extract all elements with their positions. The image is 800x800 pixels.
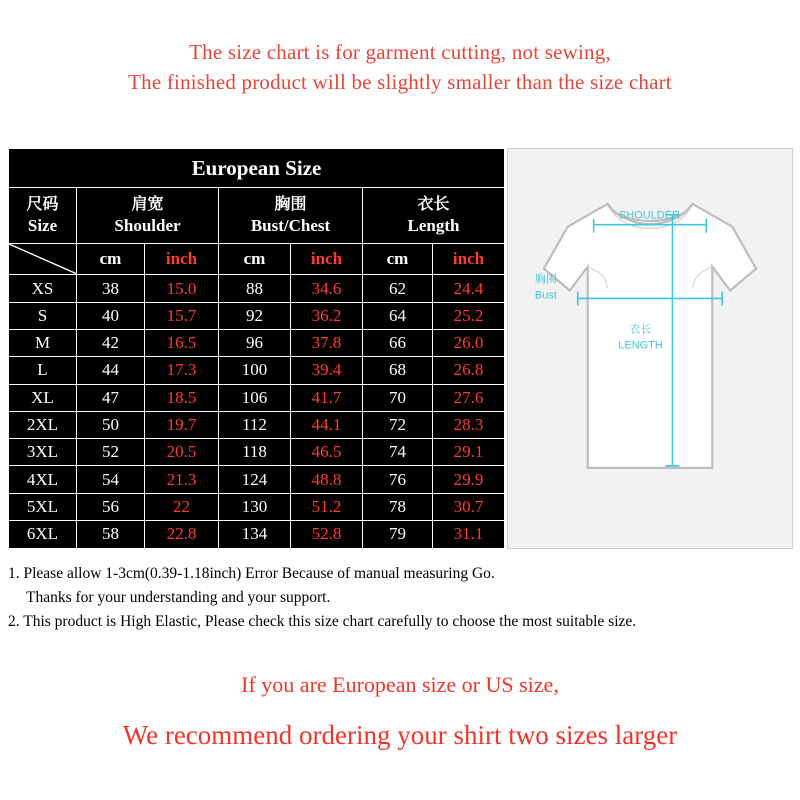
header-shoulder-cn: 肩宽 xyxy=(131,196,164,214)
cell-bust-inch: 44.1 xyxy=(291,411,363,438)
cell-shoulder-inch: 21.3 xyxy=(145,466,219,493)
diagonal-line-icon xyxy=(9,244,76,274)
cell-bust-inch: 41.7 xyxy=(291,384,363,411)
cell-length-cm: 74 xyxy=(363,439,433,466)
unit-bust-inch: inch xyxy=(291,244,363,275)
cell-length-inch: 26.0 xyxy=(433,330,505,357)
cell-length-cm: 68 xyxy=(363,357,433,384)
cell-length-cm: 62 xyxy=(363,275,433,302)
table-unit-row xyxy=(9,244,505,275)
notes-section xyxy=(8,562,794,634)
header-size xyxy=(9,188,77,244)
cell-shoulder-cm: 40 xyxy=(77,302,145,329)
label-bust-cn: 胸围 xyxy=(534,272,557,286)
cell-bust-cm: 118 xyxy=(219,439,291,466)
cell-shoulder-inch: 17.3 xyxy=(145,357,219,384)
cell-shoulder-inch: 20.5 xyxy=(145,439,219,466)
table-row xyxy=(9,275,505,302)
cell-bust-inch: 46.5 xyxy=(291,439,363,466)
table-row xyxy=(9,466,505,493)
cell-length-inch: 29.9 xyxy=(433,466,505,493)
cell-shoulder-cm: 44 xyxy=(77,357,145,384)
chart-area xyxy=(8,148,793,549)
cell-bust-inch: 37.8 xyxy=(291,330,363,357)
header-bust-cn: 胸围 xyxy=(274,196,307,214)
cell-shoulder-cm: 50 xyxy=(77,411,145,438)
headline-line-1: The size chart is for garment cutting, not sewing, xyxy=(189,40,611,64)
label-length-cn: 衣长 xyxy=(629,322,652,336)
cell-shoulder-inch: 22.8 xyxy=(145,521,219,548)
cell-size: M xyxy=(9,330,77,357)
table-title: European Size xyxy=(9,149,505,188)
cell-size: 3XL xyxy=(9,439,77,466)
unit-bust-cm: cm xyxy=(219,244,291,275)
cell-bust-cm: 124 xyxy=(219,466,291,493)
cell-shoulder-cm: 42 xyxy=(77,330,145,357)
cell-bust-inch: 39.4 xyxy=(291,357,363,384)
table-row xyxy=(9,302,505,329)
headline xyxy=(0,0,800,98)
cell-shoulder-cm: 54 xyxy=(77,466,145,493)
cell-length-cm: 76 xyxy=(363,466,433,493)
cell-bust-cm: 112 xyxy=(219,411,291,438)
table-row xyxy=(9,411,505,438)
cell-length-cm: 64 xyxy=(363,302,433,329)
cell-bust-inch: 52.8 xyxy=(291,521,363,548)
unit-length-cm: cm xyxy=(363,244,433,275)
table-row xyxy=(9,439,505,466)
cell-size: S xyxy=(9,302,77,329)
tshirt-diagram-icon xyxy=(508,149,792,548)
cell-length-cm: 66 xyxy=(363,330,433,357)
cell-length-cm: 72 xyxy=(363,411,433,438)
header-bust-en: Bust/Chest xyxy=(250,216,331,236)
bottom-line-1: If you are European size or US size, xyxy=(241,672,559,697)
cell-bust-cm: 134 xyxy=(219,521,291,548)
cell-size: XS xyxy=(9,275,77,302)
table-row xyxy=(9,384,505,411)
cell-shoulder-cm: 38 xyxy=(77,275,145,302)
cell-length-inch: 26.8 xyxy=(433,357,505,384)
cell-bust-inch: 36.2 xyxy=(291,302,363,329)
cell-shoulder-cm: 52 xyxy=(77,439,145,466)
cell-bust-cm: 100 xyxy=(219,357,291,384)
diagonal-divider-cell xyxy=(9,244,77,275)
cell-bust-cm: 106 xyxy=(219,384,291,411)
unit-shoulder-cm: cm xyxy=(77,244,145,275)
headline-line-2: The finished product will be slightly smaller than the size chart xyxy=(128,69,672,94)
cell-length-inch: 30.7 xyxy=(433,493,505,520)
size-chart-table xyxy=(8,148,505,549)
cell-size: 4XL xyxy=(9,466,77,493)
cell-size: 6XL xyxy=(9,521,77,548)
cell-shoulder-inch: 16.5 xyxy=(145,330,219,357)
cell-length-inch: 27.6 xyxy=(433,384,505,411)
header-bust xyxy=(219,188,363,244)
header-size-cn: 尺码 xyxy=(26,196,59,214)
cell-bust-cm: 130 xyxy=(219,493,291,520)
unit-length-inch: inch xyxy=(433,244,505,275)
table-row xyxy=(9,521,505,548)
cell-shoulder-cm: 56 xyxy=(77,493,145,520)
cell-shoulder-inch: 22 xyxy=(145,493,219,520)
cell-shoulder-cm: 58 xyxy=(77,521,145,548)
cell-length-cm: 78 xyxy=(363,493,433,520)
cell-length-inch: 24.4 xyxy=(433,275,505,302)
cell-shoulder-cm: 47 xyxy=(77,384,145,411)
cell-length-inch: 28.3 xyxy=(433,411,505,438)
label-length-en: LENGTH xyxy=(618,339,663,352)
cell-bust-inch: 51.2 xyxy=(291,493,363,520)
note-2: 2. This product is High Elastic, Please check this size chart carefully to choose the most suitable size. xyxy=(8,613,637,631)
label-bust-en: Bust xyxy=(534,289,557,302)
table-row xyxy=(9,330,505,357)
cell-length-cm: 79 xyxy=(363,521,433,548)
bottom-line-2: We recommend ordering your shirt two sizes larger xyxy=(122,720,678,750)
cell-bust-cm: 92 xyxy=(219,302,291,329)
header-length xyxy=(363,188,505,244)
cell-length-cm: 70 xyxy=(363,384,433,411)
table-row xyxy=(9,493,505,520)
cell-length-inch: 31.1 xyxy=(433,521,505,548)
cell-shoulder-inch: 15.0 xyxy=(145,275,219,302)
cell-shoulder-inch: 19.7 xyxy=(145,411,219,438)
table-title-row xyxy=(9,149,505,188)
cell-shoulder-inch: 15.7 xyxy=(145,302,219,329)
table-row xyxy=(9,357,505,384)
unit-shoulder-inch: inch xyxy=(145,244,219,275)
table-header-row xyxy=(9,188,505,244)
garment-measurement-diagram xyxy=(507,148,793,549)
cell-bust-cm: 96 xyxy=(219,330,291,357)
cell-bust-inch: 34.6 xyxy=(291,275,363,302)
cell-size: 2XL xyxy=(9,411,77,438)
bottom-messages xyxy=(0,672,800,751)
cell-size: L xyxy=(9,357,77,384)
cell-size: 5XL xyxy=(9,493,77,520)
header-shoulder-en: Shoulder xyxy=(114,216,181,236)
label-shoulder-en: SHOULDER xyxy=(619,209,680,222)
cell-bust-cm: 88 xyxy=(219,275,291,302)
cell-size: XL xyxy=(9,384,77,411)
header-size-en: Size xyxy=(27,216,58,236)
header-length-en: Length xyxy=(407,216,460,236)
cell-length-inch: 29.1 xyxy=(433,439,505,466)
cell-bust-inch: 48.8 xyxy=(291,466,363,493)
header-length-cn: 衣长 xyxy=(417,196,450,214)
cell-shoulder-inch: 18.5 xyxy=(145,384,219,411)
header-shoulder xyxy=(77,188,219,244)
note-1b: Thanks for your understanding and your support. xyxy=(26,589,331,607)
note-1: 1. Please allow 1-3cm(0.39-1.18inch) Error Because of manual measuring Go. xyxy=(8,565,495,582)
cell-length-inch: 25.2 xyxy=(433,302,505,329)
